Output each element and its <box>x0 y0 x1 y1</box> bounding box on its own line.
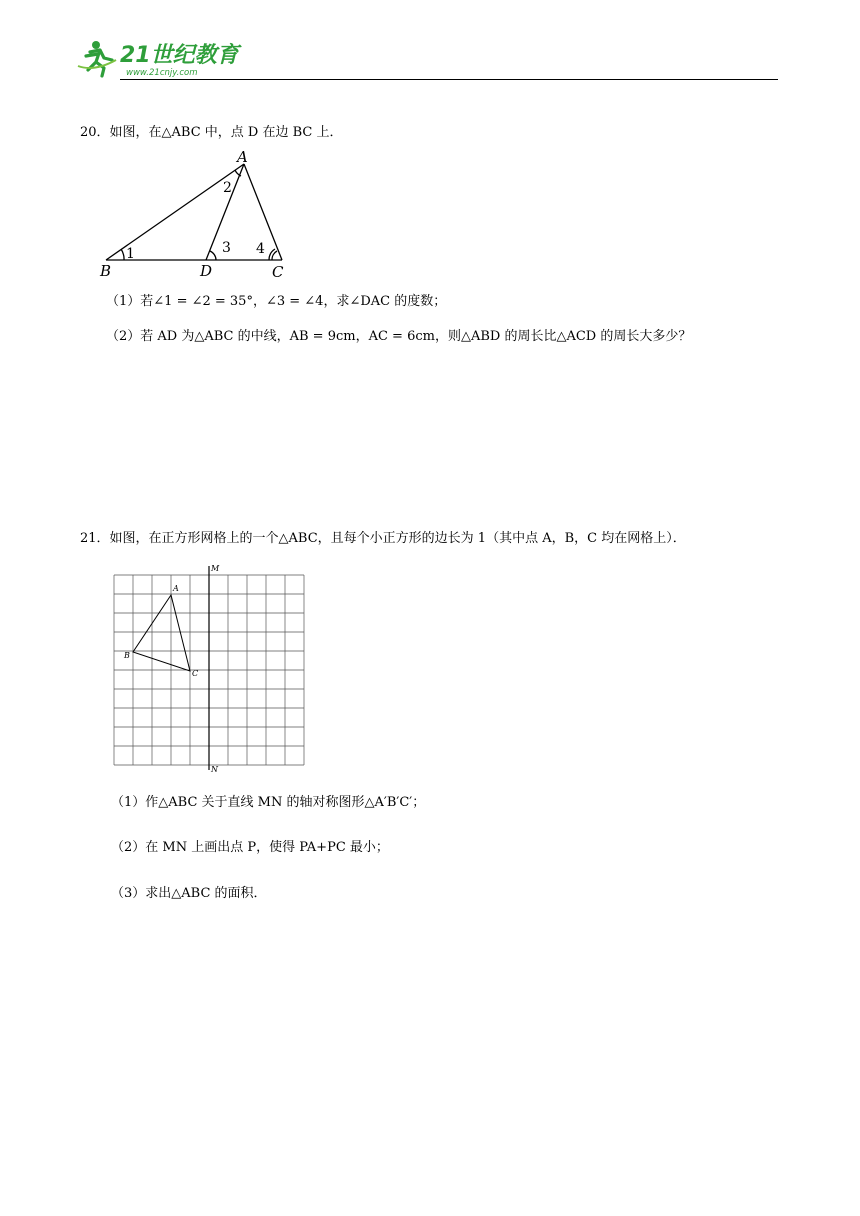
vertex-label-b: B <box>100 262 112 280</box>
q21-part1: （1）作△ABC 关于直线 MN 的轴对称图形△A′B′C′； <box>111 795 426 810</box>
q21-title: 21．如图，在正方形网格上的一个△ABC，且每个小正方形的边长为 1（其中点 A，B，C 均在网格上）． <box>80 531 686 546</box>
runner-icon <box>78 41 116 76</box>
logo-url: www.21cnjy.com <box>126 68 198 78</box>
vertex-label-a: A <box>237 148 248 166</box>
q20-title: 20．如图，在△ABC 中，点 D 在边 BC 上． <box>80 125 343 140</box>
q21-part3: （3）求出△ABC 的面积． <box>111 886 267 901</box>
q20-triangle-figure <box>98 148 288 280</box>
logo-text: 21世纪教育 <box>120 43 239 68</box>
angle-label-4: 4 <box>256 241 265 257</box>
angle-label-1: 1 <box>126 246 135 262</box>
angle3-arc <box>210 251 216 260</box>
angle1-arc <box>121 249 124 260</box>
grid-label-m: M <box>211 564 220 573</box>
angle-label-3: 3 <box>222 240 231 256</box>
grid-label-c: C <box>192 669 199 678</box>
header-divider <box>120 79 778 80</box>
grid-label-a: A <box>173 584 179 593</box>
q20-part1: （1）若∠1 = ∠2 = 35°，∠3 = ∠4，求∠DAC 的度数； <box>106 294 447 309</box>
grid-label-b: B <box>124 651 130 660</box>
triangle-abc <box>133 595 190 671</box>
logo <box>76 36 246 80</box>
grid-label-n: N <box>211 765 218 774</box>
vertex-label-c: C <box>272 263 284 280</box>
q21-grid-figure <box>108 562 308 774</box>
angle-label-2: 2 <box>223 180 232 196</box>
angle4-arc <box>272 251 277 260</box>
vertex-label-d: D <box>200 262 213 280</box>
q21-part2: （2）在 MN 上画出点 P，使得 PA+PC 最小； <box>111 840 389 855</box>
q20-part2: （2）若 AD 为△ABC 的中线，AB = 9cm，AC = 6cm，则△ABD 的周长比△ACD 的周长大多少？ <box>106 329 692 344</box>
